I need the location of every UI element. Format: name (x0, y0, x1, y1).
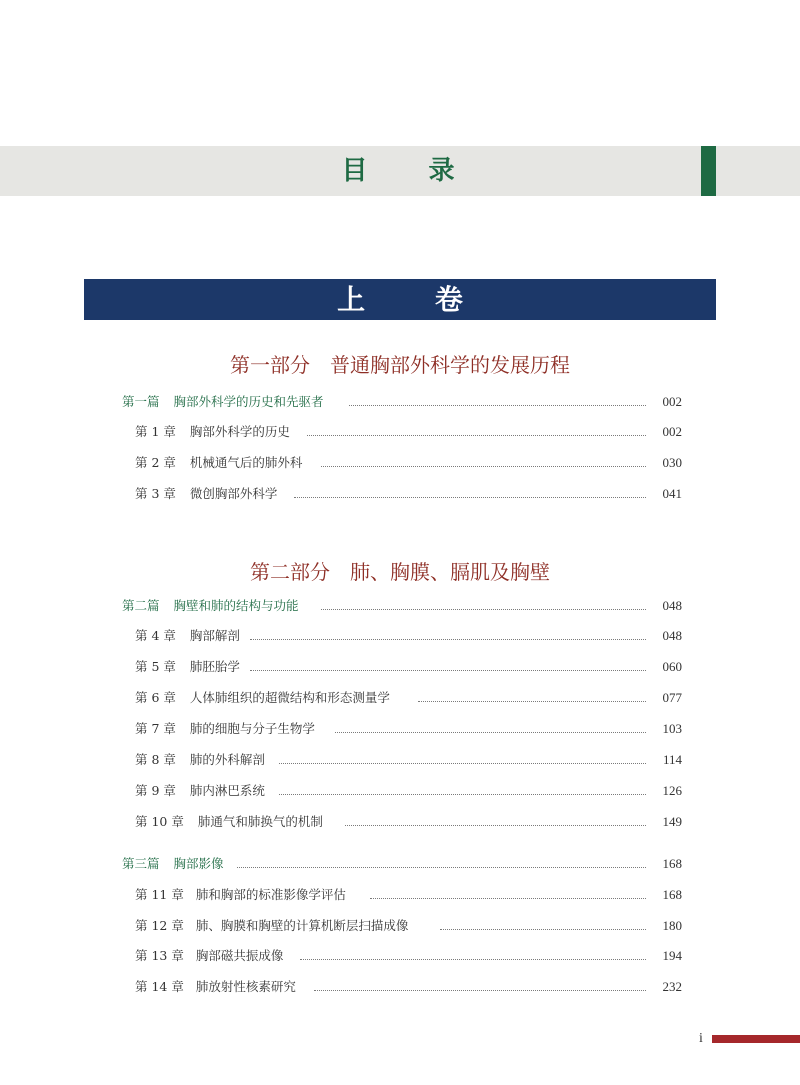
dot-leader (279, 763, 646, 764)
dot-leader (335, 732, 646, 733)
entry-number: 第 4 章 (135, 628, 176, 643)
dot-leader (440, 929, 646, 930)
entry-page: 077 (662, 690, 682, 705)
entry-page: 030 (662, 455, 682, 470)
entry-number: 第二篇 (122, 598, 160, 613)
entry-title: 胸部磁共振成像 (195, 948, 284, 963)
entry-number: 第三篇 (122, 856, 160, 871)
entry-page: 048 (662, 598, 682, 613)
toc-entry-chapter[interactable] (0, 453, 800, 473)
entry-page: 103 (662, 721, 682, 736)
entry-number: 第 9 章 (135, 783, 176, 798)
entry-title: 胸部外科学的历史 (189, 424, 290, 439)
dot-leader (300, 959, 646, 960)
dot-leader (250, 639, 646, 640)
entry-page: 149 (662, 814, 682, 829)
dot-leader (237, 867, 646, 868)
toc-entry-chapter[interactable] (0, 657, 800, 677)
entry-number: 第 7 章 (135, 721, 176, 736)
toc-entry-section[interactable] (0, 596, 800, 616)
dot-leader (418, 701, 646, 702)
toc-entry-chapter[interactable] (0, 626, 800, 646)
entry-page: 048 (662, 628, 682, 643)
entry-title: 人体肺组织的超微结构和形态测量学 (189, 690, 390, 705)
entry-number: 第 5 章 (135, 659, 176, 674)
entry-page: 168 (662, 887, 682, 902)
entry-title: 肺放射性核素研究 (195, 979, 296, 994)
entry-page: 232 (662, 979, 682, 994)
toc-entry-chapter[interactable] (0, 750, 800, 770)
toc-entry-chapter[interactable] (0, 484, 800, 504)
toc-entry-chapter[interactable] (0, 946, 800, 966)
entry-page: 002 (662, 424, 682, 439)
entry-title: 胸部解剖 (189, 628, 240, 643)
toc-title: 目 录 (341, 156, 481, 186)
toc-entry-chapter[interactable] (0, 916, 800, 936)
entry-page: 114 (662, 752, 682, 767)
entry-number: 第一篇 (122, 394, 160, 409)
toc-entry-chapter[interactable] (0, 422, 800, 442)
entry-number: 第 10 章 (135, 814, 184, 829)
entry-title: 胸壁和肺的结构与功能 (173, 598, 299, 613)
entry-number: 第 3 章 (135, 486, 176, 501)
dot-leader (349, 405, 646, 406)
entry-number: 第 1 章 (135, 424, 176, 439)
dot-leader (279, 794, 646, 795)
entry-title: 肺内淋巴系统 (189, 783, 265, 798)
toc-entry-chapter[interactable] (0, 812, 800, 832)
dot-leader (321, 466, 646, 467)
toc-accent-bar (701, 146, 716, 196)
entry-title: 肺的外科解剖 (189, 752, 265, 767)
toc-entry-chapter[interactable] (0, 977, 800, 997)
volume-title: 上 卷 (337, 283, 493, 316)
entry-title: 肺通气和肺换气的机制 (197, 814, 323, 829)
dot-leader (307, 435, 646, 436)
page-folio: i (699, 1031, 703, 1046)
entry-title: 胸部影像 (173, 856, 224, 871)
dot-leader (321, 609, 646, 610)
entry-page: 168 (662, 856, 682, 871)
toc-entry-chapter[interactable] (0, 688, 800, 708)
entry-page: 002 (662, 394, 682, 409)
entry-page: 041 (662, 486, 682, 501)
entry-number: 第 8 章 (135, 752, 176, 767)
entry-title: 胸部外科学的历史和先驱者 (173, 394, 324, 409)
toc-entry-chapter[interactable] (0, 885, 800, 905)
part-title: 第一部分 普通胸部外科学的发展历程 (230, 353, 570, 377)
entry-number: 第 6 章 (135, 690, 176, 705)
entry-number: 第 2 章 (135, 455, 176, 470)
entry-number: 第 12 章 (135, 918, 184, 933)
entry-number: 第 11 章 (135, 887, 184, 902)
toc-entry-chapter[interactable] (0, 719, 800, 739)
dot-leader (370, 898, 646, 899)
toc-entry-section[interactable] (0, 392, 800, 412)
entry-title: 机械通气后的肺外科 (189, 455, 303, 470)
entry-number: 第 14 章 (135, 979, 184, 994)
entry-number: 第 13 章 (135, 948, 184, 963)
entry-page: 060 (662, 659, 682, 674)
entry-page: 180 (662, 918, 682, 933)
dot-leader (314, 990, 646, 991)
toc-entry-chapter[interactable] (0, 781, 800, 801)
toc-entry-section[interactable] (0, 854, 800, 874)
entry-title: 肺、胸膜和胸壁的计算机断层扫描成像 (195, 918, 409, 933)
dot-leader (250, 670, 646, 671)
entry-title: 微创胸部外科学 (189, 486, 278, 501)
entry-title: 肺和胸部的标准影像学评估 (195, 887, 346, 902)
entry-page: 126 (662, 783, 682, 798)
folio-accent-bar (712, 1035, 800, 1043)
entry-title: 肺胚胎学 (189, 659, 240, 674)
entry-page: 194 (662, 948, 682, 963)
dot-leader (345, 825, 646, 826)
part-title: 第二部分 肺、胸膜、膈肌及胸壁 (250, 560, 550, 584)
entry-title: 肺的细胞与分子生物学 (189, 721, 315, 736)
dot-leader (294, 497, 646, 498)
